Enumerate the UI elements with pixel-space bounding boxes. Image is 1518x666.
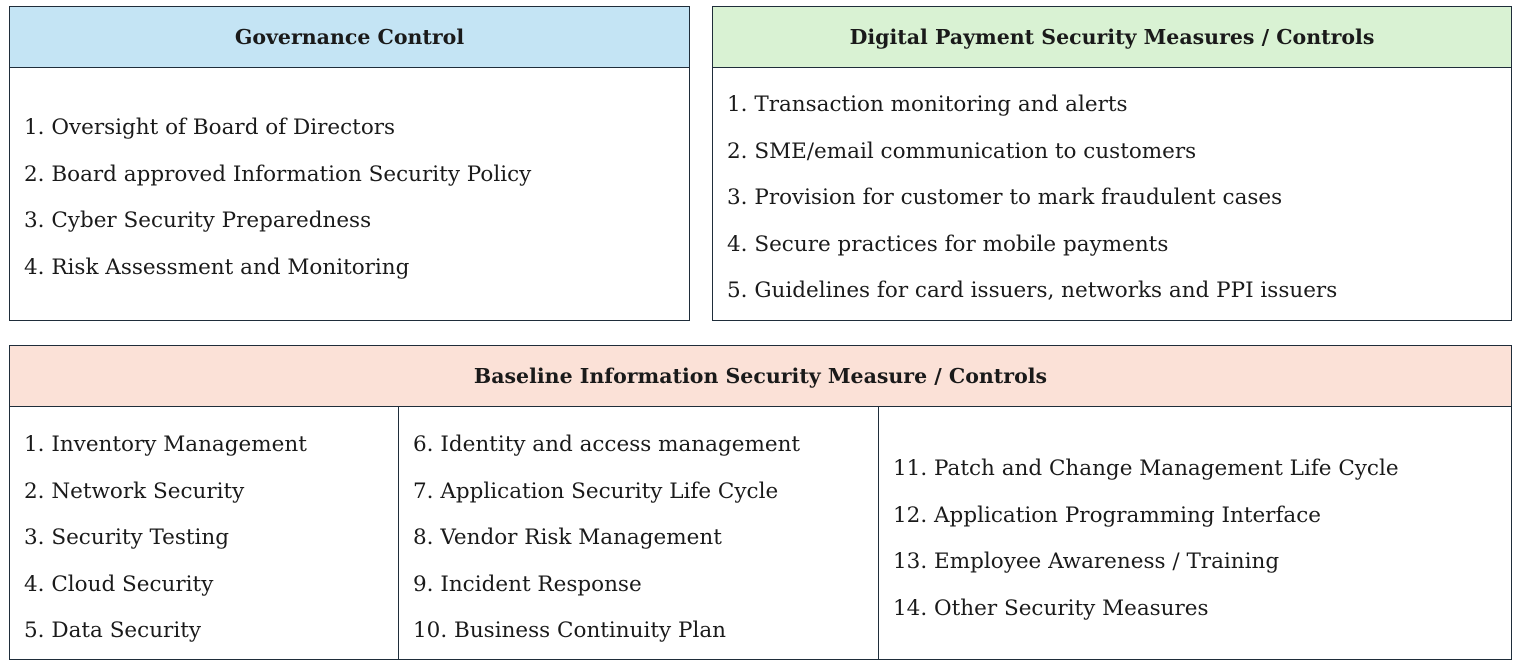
governance-control-box: [9, 6, 690, 321]
digital-payment-item: 5. Guidelines for card issuers, networks and PPI issuers: [727, 278, 1338, 303]
baseline-column-2: [399, 407, 879, 659]
governance-item: 1. Oversight of Board of Directors: [24, 115, 396, 140]
digital-payment-security-list: [727, 90, 1503, 323]
baseline-item: 4. Cloud Security: [24, 571, 214, 597]
baseline-list-3: [893, 454, 1503, 640]
baseline-item: 2. Network Security: [24, 478, 245, 504]
digital-payment-item: 1. Transaction monitoring and alerts: [727, 92, 1128, 117]
digital-payment-item: 3. Provision for customer to mark fraudulent cases: [727, 185, 1283, 210]
digital-payment-item: 2. SME/email communication to customers: [727, 138, 1197, 164]
baseline-item: 1. Inventory Management: [24, 432, 307, 457]
baseline-item: 8. Vendor Risk Management: [413, 525, 722, 550]
baseline-item: 9. Incident Response: [413, 571, 642, 597]
baseline-item: 11. Patch and Change Management Life Cycle: [893, 456, 1399, 481]
baseline-list-1: [24, 430, 390, 663]
governance-control-header: Governance Control: [10, 7, 689, 68]
baseline-item: 7. Application Security Life Cycle: [413, 478, 779, 504]
baseline-list-2: [413, 430, 870, 663]
governance-item: 4. Risk Assessment and Monitoring: [24, 254, 410, 280]
baseline-item: 10. Business Continuity Plan: [413, 618, 727, 643]
baseline-column-3: [879, 407, 1511, 659]
baseline-item: 6. Identity and access management: [413, 432, 801, 457]
digital-payment-security-box: [712, 6, 1512, 321]
baseline-item: 3. Security Testing: [24, 525, 230, 550]
governance-control-list: [24, 113, 681, 299]
baseline-item: 13. Employee Awareness / Training: [893, 549, 1280, 574]
baseline-item: 14. Other Security Measures: [893, 595, 1209, 621]
digital-payment-item: 4. Secure practices for mobile payments: [727, 231, 1169, 257]
baseline-security-box: [9, 345, 1512, 660]
baseline-column-1: [10, 407, 399, 659]
governance-item: 3. Cyber Security Preparedness: [24, 208, 372, 233]
baseline-item: 12. Application Programming Interface: [893, 502, 1321, 528]
governance-item: 2. Board approved Information Security Policy: [24, 161, 532, 187]
baseline-security-header: Baseline Information Security Measure / Controls: [10, 346, 1511, 407]
baseline-item: 5. Data Security: [24, 618, 201, 643]
digital-payment-security-header: Digital Payment Security Measures / Controls: [713, 7, 1511, 68]
